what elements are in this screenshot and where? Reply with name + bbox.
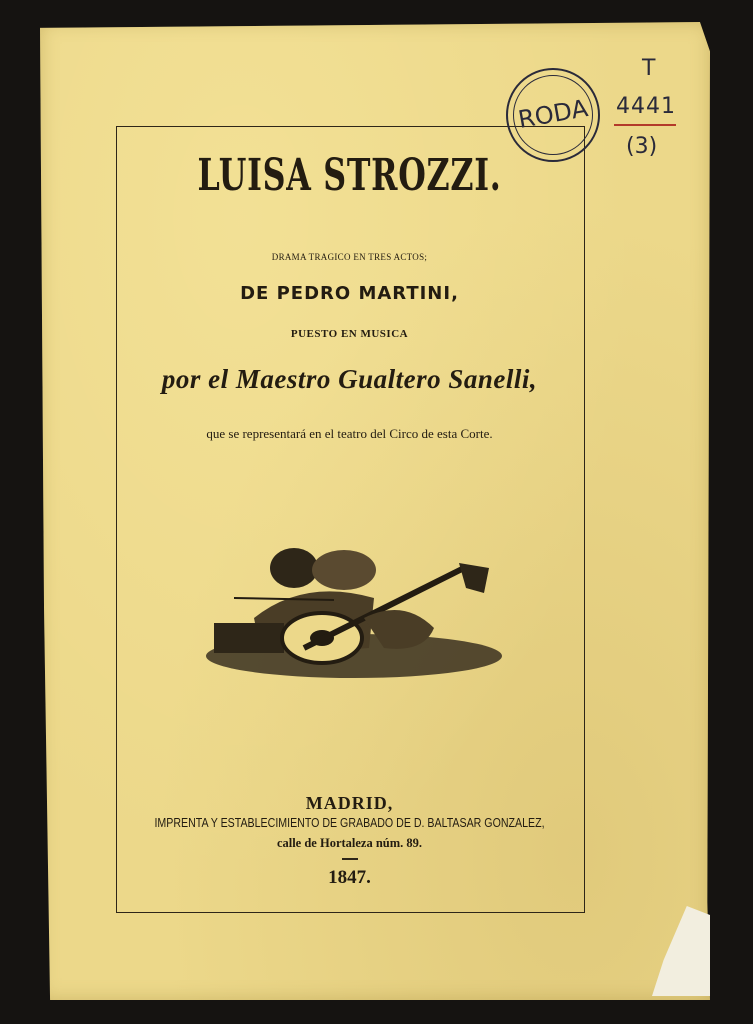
cover-composer: por el Maestro Gualtero Sanelli,	[161, 364, 538, 394]
shelfmark-letter: T	[642, 56, 656, 81]
shelfmark-number: 4441	[616, 94, 676, 119]
cover-music-credit: PUESTO EN MUSICA	[290, 328, 409, 340]
stamp-text: RODA	[516, 94, 590, 134]
cover-author: DE PEDRO MARTINI,	[240, 283, 459, 304]
shelfmark-underline	[614, 124, 676, 126]
library-stamp	[506, 68, 600, 162]
imprint-city: MADRID,	[305, 793, 394, 813]
imprint-printer: IMPRENTA Y ESTABLECIMIENTO DE GRABADO DE D. BALTASAR GONZALEZ,	[154, 816, 545, 830]
cover-venue: que se representará en el teatro del Circo de esta Corte.	[206, 426, 493, 441]
imprint-address: calle de Hortaleza núm. 89.	[276, 836, 423, 850]
divider-rule	[342, 858, 358, 860]
cover-subtitle: DRAMA TRAGICO EN TRES ACTOS;	[271, 252, 428, 262]
cover-title: LUISA STROZZI.	[197, 150, 502, 201]
shelfmark-volume: (3)	[626, 134, 658, 159]
imprint-year: 1847.	[328, 867, 371, 888]
instrument-vignette	[204, 538, 504, 688]
